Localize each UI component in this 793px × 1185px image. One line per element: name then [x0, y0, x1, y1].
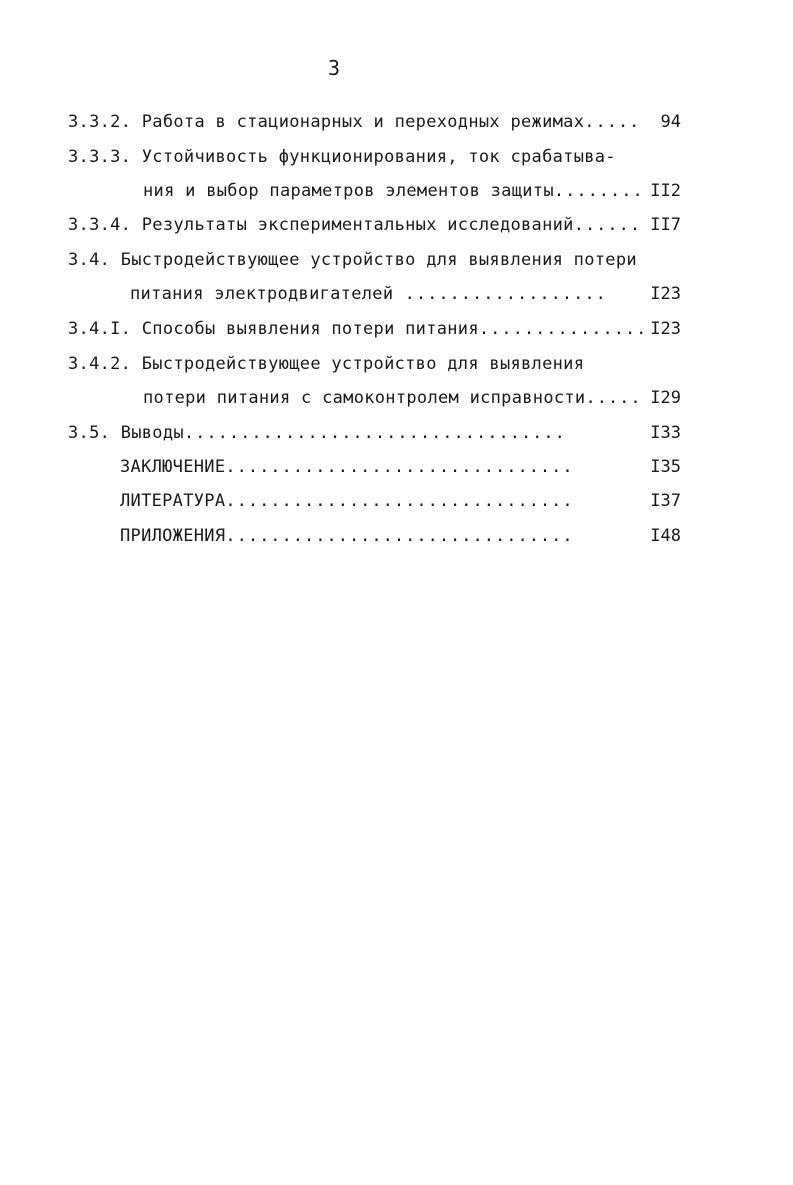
toc-entry-title: Результаты экспериментальных исследований: [141, 215, 574, 235]
toc-entry-title: ЗАКЛЮЧЕНИЕ: [120, 457, 226, 477]
toc-entry-3-4-2: [68, 354, 584, 374]
toc-leader-dots: ........: [553, 181, 644, 201]
toc-leader-dots: ..................: [393, 284, 607, 304]
toc-entry-conclusion: [120, 457, 574, 477]
toc-entry-title: потери питания с самоконтролем исправности: [143, 388, 586, 408]
toc-entry-3-4-continuation: [130, 284, 607, 304]
toc-entry-title: Быстродействующее устройство для выявления: [141, 354, 585, 374]
toc-entry-page: I35: [650, 457, 681, 477]
toc-entry-title: Работа в стационарных и переходных режимах: [141, 112, 585, 132]
toc-entry-number: 3.3.4.: [68, 215, 132, 235]
toc-leader-dots: ..................................: [183, 423, 566, 443]
toc-entry-title: Выводы: [120, 423, 184, 443]
toc-entry-title: питания электродвигателей: [130, 284, 394, 304]
toc-entry-3-3-2: [68, 112, 640, 132]
toc-leader-dots: .....: [585, 388, 642, 408]
toc-entry-3-4: [68, 250, 637, 270]
toc-entry-number: 3.3.3.: [68, 147, 132, 167]
toc-leader-dots: .....: [584, 112, 641, 132]
toc-entry-title: ПРИЛОЖЕНИЯ: [120, 526, 226, 546]
toc-entry-page: I29: [650, 388, 681, 408]
toc-entry-3-3-4: [68, 215, 641, 235]
toc-entry-title: Устойчивость функционирования, ток срабатыва-: [141, 147, 616, 167]
toc-entry-3-4-1: [68, 319, 647, 339]
toc-leader-dots: ...............................: [225, 457, 574, 477]
page-number: 3: [328, 56, 341, 80]
toc-entry-title: Способы выявления потери питания: [141, 319, 479, 339]
toc-leader-dots: ...............................: [225, 491, 574, 511]
toc-entry-page: II2: [650, 181, 681, 201]
toc-entry-page: I23: [650, 319, 681, 339]
toc-entry-number: 3.4.I.: [68, 319, 132, 339]
toc-entry-page: I48: [650, 526, 681, 546]
toc-entry-literature: [120, 491, 574, 511]
toc-entry-title: Быстродействующее устройство для выявления потери: [120, 250, 637, 270]
toc-leader-dots: ...............................: [225, 526, 574, 546]
toc-entry-number: 3.3.2.: [68, 112, 132, 132]
toc-entry-number: 3.4.2.: [68, 354, 132, 374]
toc-entry-number: 3.4.: [68, 250, 111, 270]
toc-entry-page: 94: [660, 112, 681, 132]
toc-leader-dots: ......: [573, 215, 642, 235]
toc-entry-page: I23: [650, 284, 681, 304]
toc-entry-3-3-3: [68, 147, 616, 167]
toc-entry-title: ЛИТЕРАТУРА: [120, 491, 226, 511]
toc-entry-title: ния и выбор параметров элементов защиты: [143, 181, 554, 201]
toc-entry-page: I37: [650, 491, 681, 511]
toc-entry-page: II7: [650, 215, 681, 235]
toc-leader-dots: ...............: [478, 319, 648, 339]
toc-entry-3-5: [68, 423, 566, 443]
toc-entry-3-4-2-continuation: [143, 388, 642, 408]
toc-entry-page: I33: [650, 423, 681, 443]
toc-entry-number: 3.5.: [68, 423, 111, 443]
toc-entry-3-3-3-continuation: [143, 181, 644, 201]
toc-entry-appendices: [120, 526, 574, 546]
